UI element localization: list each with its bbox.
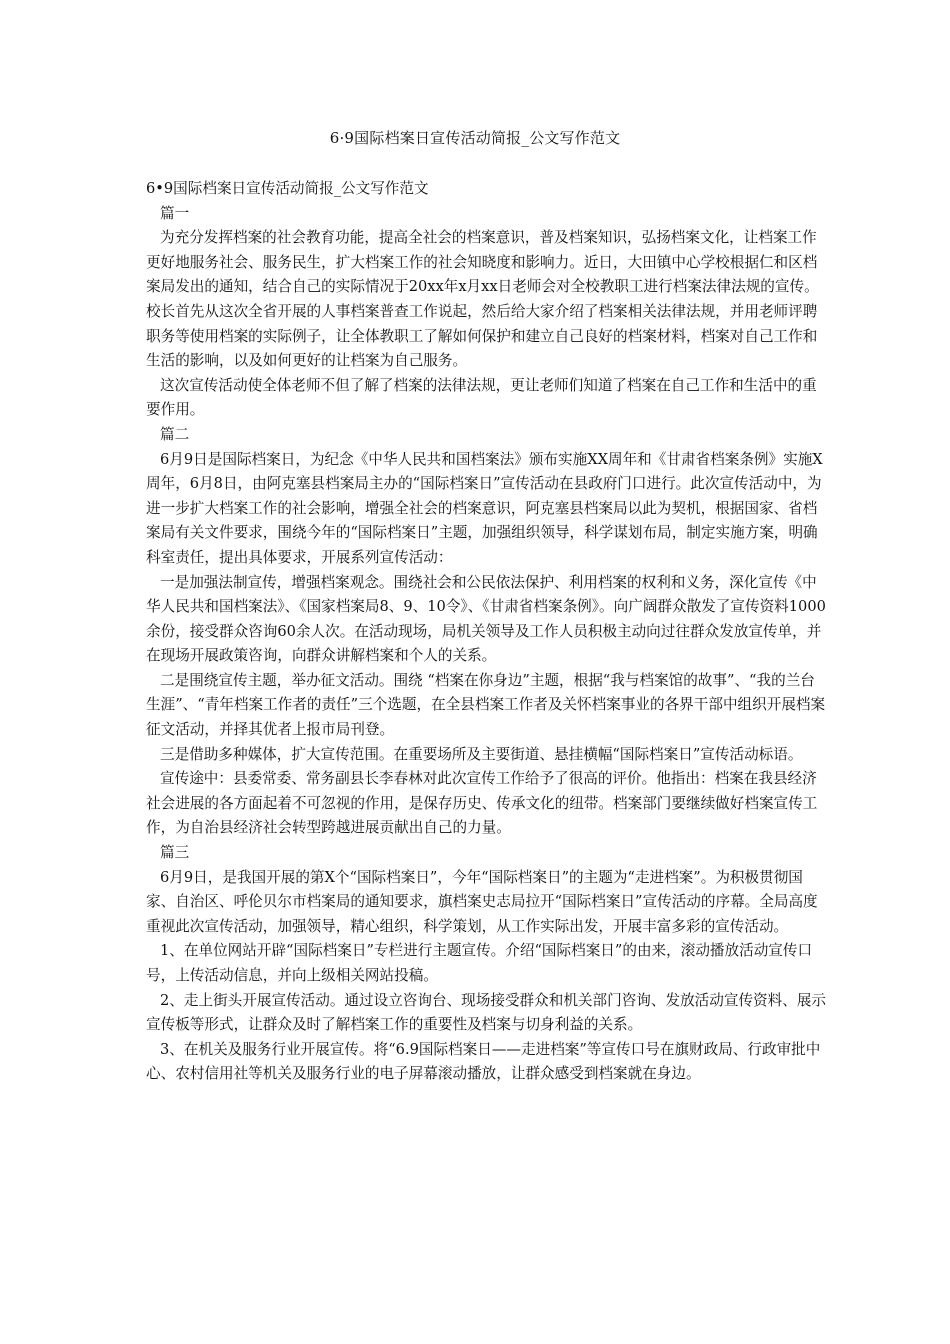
section-3-paragraph-1: 6月9日，是我国开展的第X个“国际档案日”，今年“国际档案日”的主题为“走进档案”。为积极贯彻国家、自治区、呼伦贝尔市档案局的通知要求，旗档案史志局拉开“国际档案日”宣传活动的序幕。全局高度重视此次宣传活动，加强领导，精心组织，科学策划，从工作实际出发，开展丰富多彩的宣传活动。 [146, 868, 818, 935]
section-3-paragraph-2: 1、在单位网站开辟“国际档案日”专栏进行主题宣传。介绍“国际档案日”的由来，滚动播放活动宣传口号，上传活动信息，并向上级相关网站投稿。 [146, 942, 813, 984]
section-heading-2: 篇二 [160, 425, 190, 443]
section-2-paragraph-3: 二是围绕宣传主题，举办征文活动。围绕 “档案在你身边”主题，根据“我与档案馆的故事”、“我的兰台生涯”、“青年档案工作者的责任”三个选题，在全县档案工作者及关怀档案事业的各界干部中组织开展档案征文活动，并择其优者上报市局刊登。 [146, 671, 826, 739]
section-1-paragraph-2: 这次宣传活动使全体老师不但了解了档案的法律法规，更让老师们知道了档案在自己工作和生活中的重要作用。 [146, 376, 817, 419]
section-2-paragraph-4: 三是借助多种媒体，扩大宣传范围。在重要场所及主要街道、悬挂横幅“国际档案日”宣传活动标语。 [160, 745, 803, 763]
section-2-paragraph-5: 宣传途中：县委常委、常务副县长李春林对此次宣传工作给予了很高的评价。他指出：档案在我县经济社会进展的各方面起着不可忽视的作用，是保存历史、传承文化的纽带。档案部门要继续做好档案宣传工作，为自治县经济社会转型跨越进展贡献出自己的力量。 [146, 770, 818, 837]
section-heading-3: 篇三 [160, 844, 190, 862]
document-title: 6·9国际档案日宣传活动简报_公文写作范文 [329, 129, 621, 147]
section-2-paragraph-1: 6月9日是国际档案日，为纪念《中华人民共和国档案法》颁布实施XX周年和《甘肃省档案条例》实施X周年，6月8日，由阿克塞县档案局主办的“国际档案日”宣传活动在县政府门口进行。此次宣传活动中，为进一步扩大档案工作的社会影响，增强全社会的档案意识，阿克塞县档案局以此为契机，根据国家、省档案局有关文件要求，围绕今年的“国际档案日”主题，加强组织领导，科学谋划布局，制定实施方案，明确科室责任，提出具体要求，开展系列宣传活动： [146, 450, 823, 566]
section-1-paragraph-1: 为充分发挥档案的社会教育功能，提高全社会的档案意识，普及档案知识，弘扬档案文化，让档案工作更好地服务社会、服务民生，扩大档案工作的社会知晓度和影响力。近日，大田镇中心学校根据仁和区档案局发出的通知，结合自己的实际情况于20xx年x月xx日老师会对全校教职工进行档案法律法规的宣传。校长首先从这次全省开展的人事档案普查工作说起，然后给大家介绍了档案相关法律法规，并用老师评聘职务等使用档案的实际例子，让全体教职工了解如何保护和建立自己良好的档案材料，档案对自己工作和生活的影响，以及如何更好的让档案为自己服务。 [146, 229, 819, 370]
document-body [146, 177, 826, 1087]
section-2-paragraph-2: 一是加强法制宣传，增强档案观念。围绕社会和公民依法保护、利用档案的权利和义务，深化宣传《中华人民共和国档案法》、《国家档案局8、9、10令》、《甘肃省档案条例》。向广阔群众散发了宣传资料1000余份，接受群众咨询60余人次。在活动现场，局机关领导及工作人员积极主动向过往群众发放宣传单，并在现场开展政策咨询，向群众讲解档案和个人的关系。 [146, 573, 826, 665]
section-heading-1: 篇一 [160, 204, 190, 222]
section-3-paragraph-4: 3、在机关及服务行业开展宣传。将“6.9国际档案日——走进档案”等宣传口号在旗财政局、行政审批中心、农村信用社等机关及服务行业的电子屏幕滚动播放，让群众感受到档案就在身边。 [146, 1040, 821, 1083]
section-3-paragraph-3: 2、走上街头开展宣传活动。通过设立咨询台、现场接受群众和机关部门咨询、发放活动宣传资料、展示宣传板等形式，让群众及时了解档案工作的重要性及档案与切身利益的关系。 [146, 991, 827, 1034]
document-subtitle: 6•9国际档案日宣传活动简报_公文写作范文 [146, 180, 429, 197]
